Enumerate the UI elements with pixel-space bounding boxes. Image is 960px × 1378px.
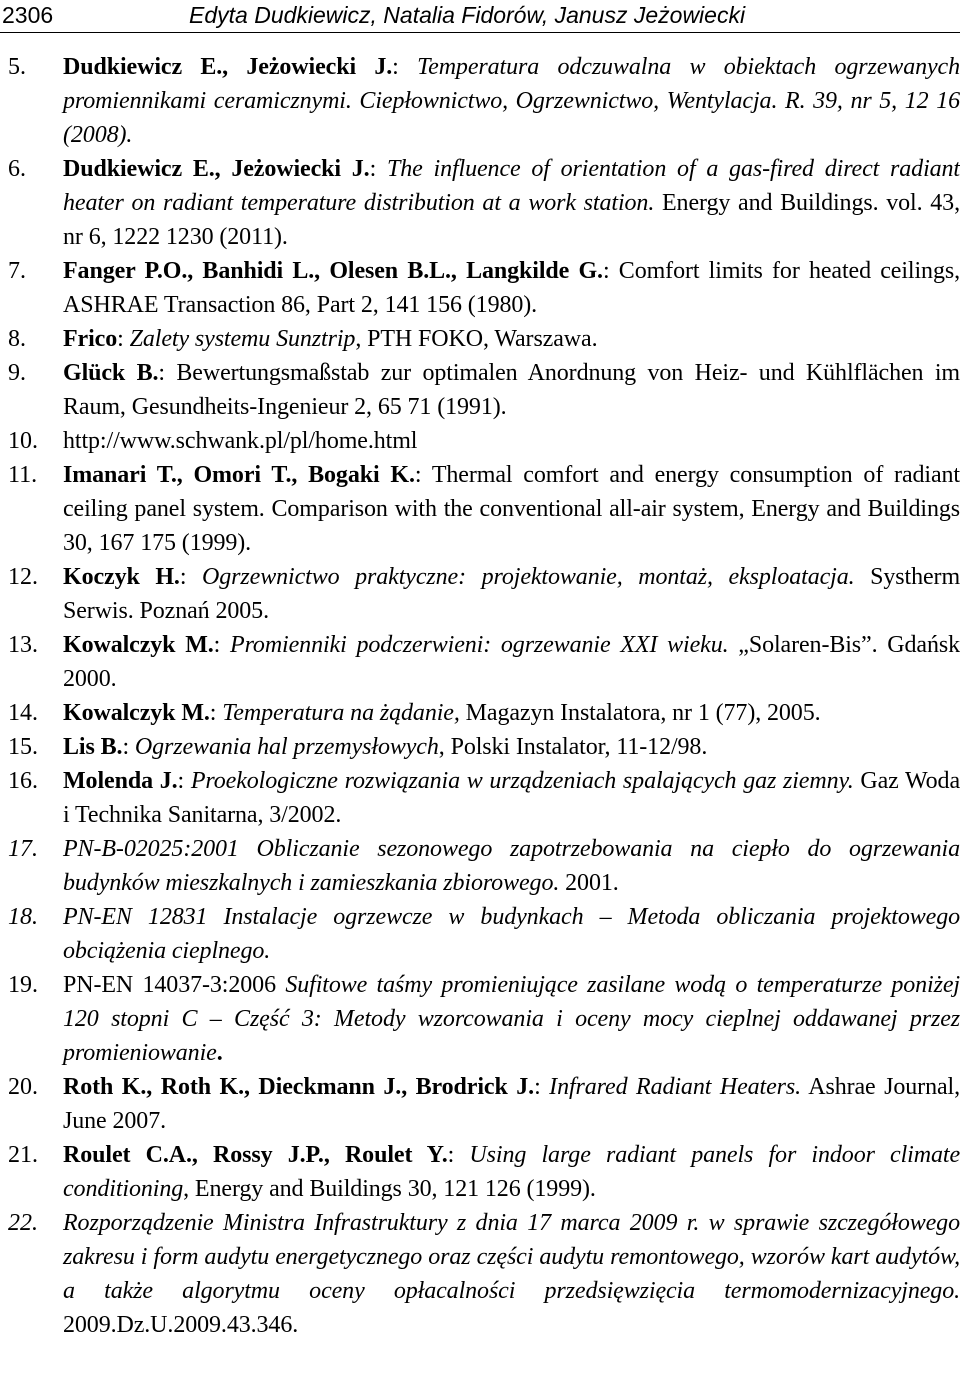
reference-authors: Imanari T., Omori T., Bogaki K. — [63, 462, 415, 488]
reference-details: , PTH FOKO, Warszawa. — [355, 326, 598, 352]
reference-details: , Polski Instalator, 11-12/98. — [438, 734, 708, 760]
reference-body — [63, 900, 960, 968]
reference-authors: Lis B. — [63, 734, 123, 760]
reference-details: Systherm Serwis. Poznań 2005. — [63, 564, 960, 624]
page-header — [0, 0, 960, 34]
reference-separator: : — [392, 54, 418, 80]
reference-separator: : — [414, 462, 432, 488]
reference-body — [63, 458, 960, 560]
reference-item — [0, 152, 960, 254]
reference-number: 20. — [8, 1074, 38, 1100]
reference-body — [63, 968, 960, 1070]
reference-authors: Frico — [63, 326, 118, 352]
reference-number: 17. — [8, 836, 38, 862]
reference-separator: : — [447, 1142, 470, 1168]
reference-body — [63, 50, 960, 152]
reference-number: 21. — [8, 1142, 38, 1168]
reference-number: 14. — [8, 700, 38, 726]
reference-details: „Solaren-Bis”. Gdańsk 2000. — [63, 632, 960, 692]
reference-item — [0, 424, 960, 458]
reference-authors: Fanger P.O., Banhidi L., Olesen B.L., Langkilde G. — [63, 258, 603, 284]
reference-list — [0, 50, 960, 1342]
reference-item — [0, 628, 960, 696]
reference-authors: Molenda J. — [63, 768, 178, 794]
reference-number: 8. — [8, 326, 26, 352]
running-head: Edyta Dudkiewicz, Natalia Fidorów, Janusz Jeżowiecki — [189, 2, 746, 28]
reference-authors: Glück B. — [63, 360, 159, 386]
reference-title: Infrared Radiant Heaters. — [549, 1074, 802, 1100]
reference-separator: : — [179, 564, 203, 590]
reference-separator: : — [534, 1074, 550, 1100]
reference-authors: Koczyk H. — [63, 564, 180, 590]
reference-details: Comfort limits for heated ceilings, ASHRAE Transaction 86, Part 2, 141 156 (1980). — [63, 258, 960, 318]
header-rule — [0, 32, 960, 33]
reference-body — [63, 152, 960, 254]
reference-item — [0, 696, 960, 730]
reference-item — [0, 254, 960, 322]
reference-authors: Roth K., Roth K., Dieckmann J., Brodrick J. — [63, 1074, 535, 1100]
reference-body — [63, 322, 960, 356]
reference-item — [0, 730, 960, 764]
reference-authors: Kowalczyk M. — [63, 632, 214, 658]
reference-separator: : — [209, 700, 223, 726]
reference-number: 12. — [8, 564, 38, 590]
reference-body — [63, 1206, 960, 1342]
reference-body — [63, 356, 960, 424]
reference-item — [0, 322, 960, 356]
reference-item — [0, 832, 960, 900]
reference-body — [63, 254, 960, 322]
reference-item — [0, 764, 960, 832]
reference-separator: : — [369, 156, 387, 182]
reference-body — [63, 730, 960, 764]
reference-number: 10. — [8, 428, 38, 454]
reference-body — [63, 764, 960, 832]
reference-number: 13. — [8, 632, 38, 658]
reference-body — [63, 696, 960, 730]
reference-item — [0, 968, 960, 1070]
reference-body — [63, 832, 960, 900]
reference-authors: Dudkiewicz E., Jeżowiecki J. — [63, 156, 370, 182]
reference-title: Ogrzewania hal przemysłowych — [134, 734, 439, 760]
reference-authors: Roulet C.A., Rossy J.P., Roulet Y. — [63, 1142, 448, 1168]
reference-title: Zalety systemu Sunztrip — [129, 326, 356, 352]
reference-title: Using large radiant panels for indoor climate conditioning — [63, 1142, 960, 1202]
reference-number: 15. — [8, 734, 38, 760]
reference-title: Sufitowe taśmy promieniujące zasilane wodą o temperaturze poniżej 120 stopni C – Część 3: Metody wzorcowania i oceny mocy cieplnej oddawanej przez promieniowanie — [63, 972, 960, 1066]
reference-title: The influence of orientation of a gas-fired direct radiant heater on radiant temperature distribution at a work station. — [63, 156, 960, 216]
reference-standard-code: PN-EN 14037-3:2006 — [63, 972, 286, 998]
reference-separator: : — [158, 360, 177, 386]
reference-body — [63, 1070, 960, 1138]
reference-title: PN-B-02025:2001 Obliczanie sezonowego zapotrzebowania na ciepło do ogrzewania budynków mieszkalnych i zamieszkania zbiorowego. — [63, 836, 960, 896]
reference-authors: Dudkiewicz E., Jeżowiecki J. — [63, 54, 393, 80]
reference-title: Promienniki podczerwieni: ogrzewanie XXI wieku. — [230, 632, 729, 658]
reference-details: Gaz Woda i Technika Sanitarna, 3/2002. — [63, 768, 960, 828]
reference-item — [0, 1206, 960, 1342]
reference-title: Ogrzewnictwo praktyczne: projektowanie, montaż, eksploatacja. — [202, 564, 855, 590]
reference-details: Thermal comfort and energy consumption of radiant ceiling panel system. Comparison with the conventional all-air system, Energy and Buildings 30, 167 175 (1999). — [63, 462, 960, 556]
reference-details: 2009.Dz.U.2009.43.346. — [63, 1312, 299, 1338]
reference-number: 19. — [8, 972, 38, 998]
reference-body — [63, 424, 960, 458]
reference-item — [0, 458, 960, 560]
reference-details: Ashrae Journal, June 2007. — [63, 1074, 960, 1134]
reference-details: Magazyn Instalatora, nr 1 (77), 2005. — [459, 700, 821, 726]
reference-title: Rozporządzenie Ministra Infrastruktury z dnia 17 marca 2009 r. w sprawie szczegółowego zakresu i form audytu energetycznego oraz części audytu remontowego, wzorów kart audytów, a także algorytmu oceny opłacalności przedsięwzięcia termomodernizacyjnego. — [63, 1210, 960, 1304]
reference-body — [63, 628, 960, 696]
reference-title: Proekologiczne rozwiązania w urządzeniach spalających gaz ziemny. — [190, 768, 854, 794]
reference-title: Temperatura na żądanie, — [222, 700, 460, 726]
reference-item — [0, 1070, 960, 1138]
reference-separator: : — [177, 768, 191, 794]
page-number: 2306 — [2, 2, 54, 28]
reference-body — [63, 1138, 960, 1206]
reference-details: . — [216, 1040, 223, 1066]
reference-item — [0, 50, 960, 152]
reference-number: 11. — [8, 462, 38, 488]
reference-item — [0, 356, 960, 424]
reference-title: PN-EN 12831 Instalacje ogrzewcze w budynkach – Metoda obliczania projektowego obciążenia cieplnego. — [63, 904, 960, 964]
reference-separator: : — [213, 632, 231, 658]
reference-item — [0, 1138, 960, 1206]
reference-number: 22. — [8, 1210, 38, 1236]
reference-number: 16. — [8, 768, 38, 794]
reference-item — [0, 900, 960, 968]
reference-separator: : — [117, 326, 130, 352]
reference-number: 7. — [8, 258, 26, 284]
reference-url: http://www.schwank.pl/pl/home.html — [63, 428, 418, 454]
reference-details: Energy and Buildings. vol. 43, nr 6, 1222 1230 (2011). — [63, 190, 960, 250]
reference-item — [0, 560, 960, 628]
reference-number: 9. — [8, 360, 26, 386]
reference-separator: : — [122, 734, 135, 760]
reference-body — [63, 560, 960, 628]
reference-number: 6. — [8, 156, 26, 182]
reference-title: Temperatura odczuwalna w obiektach ogrzewanych promiennikami ceramicznymi. Ciepłownictwo, Ogrzewnictwo, Wentylacja. R. 39, nr 5, 12 16 (2008). — [63, 54, 960, 148]
reference-authors: Kowalczyk M. — [63, 700, 210, 726]
reference-number: 18. — [8, 904, 38, 930]
reference-number: 5. — [8, 54, 26, 80]
reference-separator: : — [602, 258, 619, 284]
reference-details: Bewertungsmaßstab zur optimalen Anordnung von Heiz- und Kühlflächen im Raum, Gesundheits-Ingenieur 2, 65 71 (1991). — [63, 360, 960, 420]
reference-details: 2001. — [559, 870, 619, 896]
reference-details: , Energy and Buildings 30, 121 126 (1999). — [183, 1176, 596, 1202]
